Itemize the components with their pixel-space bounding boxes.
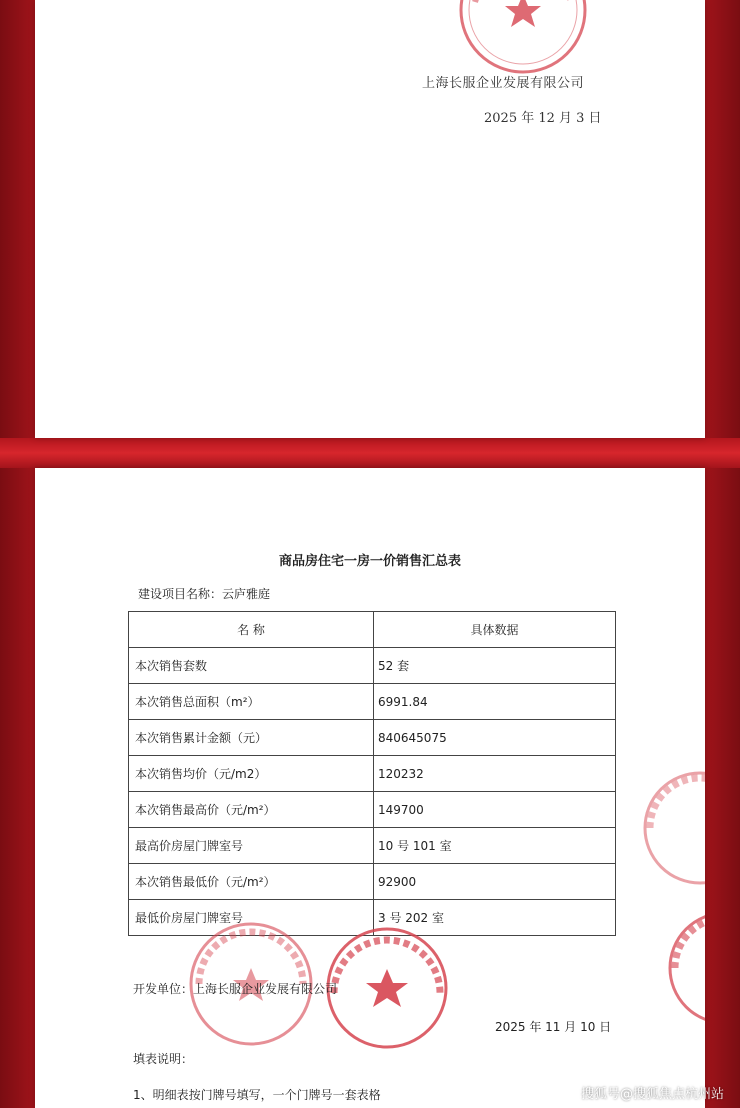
row-label: 本次销售总面积（m²） bbox=[129, 684, 374, 720]
project-name-line bbox=[138, 585, 270, 602]
developer-label: 开发单位： bbox=[133, 982, 194, 996]
table-row bbox=[129, 720, 616, 756]
letter-page-top bbox=[35, 0, 705, 438]
source-watermark: 搜狐号@搜狐焦点杭州站 bbox=[580, 1087, 724, 1102]
edge-seal-stamp-upper bbox=[640, 768, 705, 888]
row-value: 92900 bbox=[374, 864, 616, 900]
table-row bbox=[129, 828, 616, 864]
signing-date: 2025 年 12 月 3 日 bbox=[484, 111, 602, 126]
table-row bbox=[129, 648, 616, 684]
document-title: 商品房住宅一房一价销售汇总表 bbox=[278, 554, 461, 569]
table-sign-date: 2025 年 11 月 10 日 bbox=[495, 1020, 612, 1034]
row-label: 最高价房屋门牌室号 bbox=[129, 828, 374, 864]
row-label: 本次销售套数 bbox=[129, 648, 374, 684]
developer-name: 上海长服企业发展有限公司 bbox=[193, 982, 338, 996]
project-name: 云庐雅庭 bbox=[222, 587, 271, 601]
table-row bbox=[129, 864, 616, 900]
housing-bureau-seal-stamp bbox=[322, 923, 452, 1053]
table-header-row bbox=[129, 612, 616, 648]
edge-seal-stamp-lower bbox=[665, 908, 705, 1028]
row-label: 本次销售均价（元/m2） bbox=[129, 756, 374, 792]
company-seal-stamp bbox=[455, 0, 591, 78]
row-value: 840645075 bbox=[374, 720, 616, 756]
project-label: 建设项目名称： bbox=[138, 587, 223, 601]
row-label: 本次销售最高价（元/m²） bbox=[129, 792, 374, 828]
notes-heading: 填表说明： bbox=[133, 1052, 194, 1066]
table-row bbox=[129, 684, 616, 720]
table-row bbox=[129, 756, 616, 792]
red-background-band bbox=[0, 438, 740, 468]
header-name: 名 称 bbox=[129, 612, 374, 648]
table-row bbox=[129, 792, 616, 828]
row-value: 149700 bbox=[374, 792, 616, 828]
row-value: 10 号 101 室 bbox=[374, 828, 616, 864]
row-value: 52 套 bbox=[374, 648, 616, 684]
row-label: 最低价房屋门牌室号 bbox=[129, 900, 374, 936]
note-item: 1、明细表按门牌号填写，一个门牌号一套表格 bbox=[133, 1088, 381, 1102]
row-value: 3 号 202 室 bbox=[374, 900, 616, 936]
row-label: 本次销售累计金额（元） bbox=[129, 720, 374, 756]
row-label: 本次销售最低价（元/m²） bbox=[129, 864, 374, 900]
signing-company: 上海长服企业发展有限公司 bbox=[422, 76, 585, 91]
sales-summary-table bbox=[128, 611, 616, 936]
row-value: 120232 bbox=[374, 756, 616, 792]
row-value: 6991.84 bbox=[374, 684, 616, 720]
developer-line bbox=[133, 980, 337, 997]
header-value: 具体数据 bbox=[374, 612, 616, 648]
summary-table-page bbox=[35, 468, 705, 1108]
